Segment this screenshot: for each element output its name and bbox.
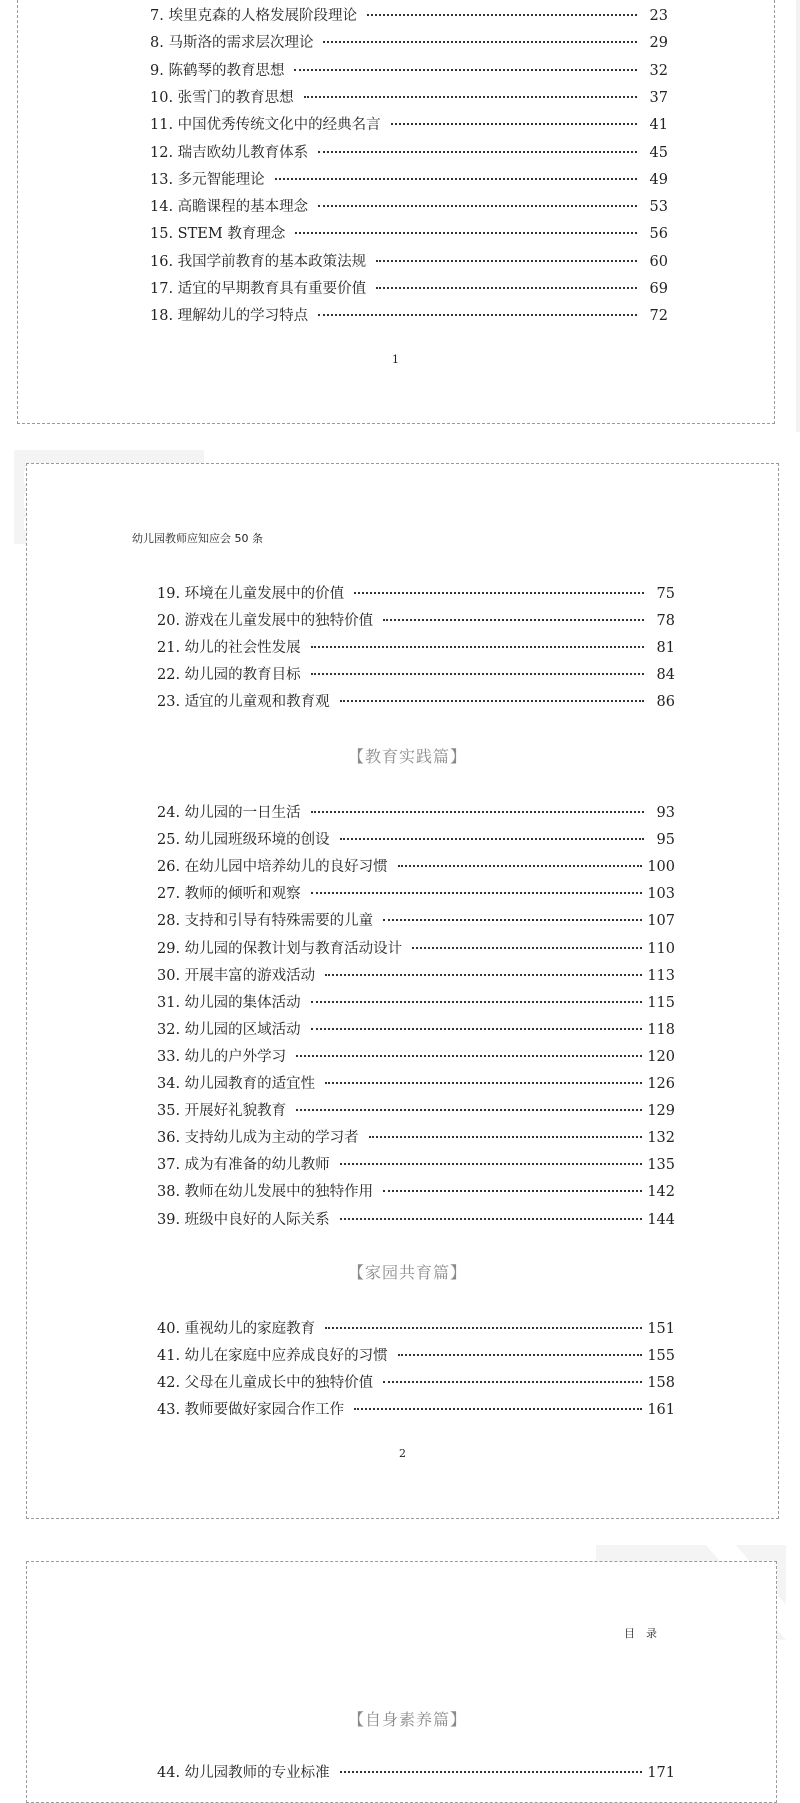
toc-entry-title: 32. 幼儿园的区域活动 <box>157 1021 301 1038</box>
toc-entry-page: 155 <box>647 1348 675 1365</box>
dot-leader <box>340 1218 643 1220</box>
toc-entry-page: 93 <box>656 805 675 821</box>
toc-entry-title: 30. 开展丰富的游戏活动 <box>157 967 316 984</box>
toc-entry-title: 8. 马斯洛的需求层次理论 <box>150 35 314 52</box>
toc-entry-title: 23. 适宜的儿童观和教育观 <box>157 694 330 711</box>
toc-entry-title: 33. 幼儿的户外学习 <box>157 1048 287 1065</box>
toc-entry[interactable] <box>157 636 675 657</box>
toc-entry[interactable] <box>157 582 675 603</box>
dot-leader <box>340 838 644 840</box>
toc-entry[interactable] <box>157 609 675 630</box>
dot-leader <box>294 69 637 71</box>
toc-entry-title: 31. 幼儿园的集体活动 <box>157 994 301 1011</box>
dot-leader <box>311 1001 643 1003</box>
dot-leader <box>311 673 644 675</box>
toc-entry-title: 29. 幼儿园的保教计划与教育活动设计 <box>157 940 403 957</box>
toc-entry-title: 10. 张雪门的教育思想 <box>150 89 294 106</box>
toc-entry-page: 60 <box>649 253 668 270</box>
dot-leader <box>296 1109 642 1111</box>
toc-entry[interactable] <box>157 1344 675 1365</box>
toc-entry-title: 41. 幼儿在家庭中应养成良好的习惯 <box>157 1348 388 1365</box>
toc-entry-page: 32 <box>649 62 668 79</box>
toc-entry-title: 37. 成为有准备的幼儿教师 <box>157 1157 330 1174</box>
toc-entry-page: 56 <box>649 226 668 243</box>
toc-entry[interactable] <box>157 1371 675 1392</box>
toc-entry[interactable] <box>150 304 668 325</box>
adjacent-page-edge <box>796 0 800 432</box>
toc-entry-page: 49 <box>649 171 668 188</box>
dot-leader <box>311 646 644 648</box>
toc-entry[interactable] <box>157 991 675 1012</box>
toc-entry-title: 21. 幼儿的社会性发展 <box>157 640 301 657</box>
toc-entry[interactable] <box>150 4 668 25</box>
toc-entry-title: 17. 适宜的早期教育具有重要价值 <box>150 281 367 297</box>
toc-entry-page: 118 <box>647 1021 675 1038</box>
dot-leader <box>391 123 637 125</box>
dot-leader <box>340 1163 643 1165</box>
section-heading-practice: 【教育实践篇】 <box>348 747 468 766</box>
toc-entry[interactable] <box>150 222 668 243</box>
toc-entry[interactable] <box>150 59 668 80</box>
toc-entry-title: 19. 环境在儿童发展中的价值 <box>157 586 345 602</box>
dot-leader <box>376 260 637 262</box>
toc-entry-title: 39. 班级中良好的人际关系 <box>157 1211 330 1228</box>
toc-entry-title: 22. 幼儿园的教育目标 <box>157 667 301 684</box>
toc-entry-page: 171 <box>647 1765 675 1781</box>
toc-entry[interactable] <box>157 1398 675 1419</box>
dot-leader <box>323 41 637 43</box>
dot-leader <box>296 1055 642 1057</box>
toc-entry-title: 16. 我国学前教育的基本政策法规 <box>150 253 367 270</box>
toc-entry-page: 72 <box>649 308 668 325</box>
toc-entry[interactable] <box>157 663 675 684</box>
dot-leader <box>318 314 637 316</box>
toc-entry[interactable] <box>157 882 675 903</box>
toc-entry-page: 53 <box>649 199 668 216</box>
toc-entry-title: 24. 幼儿园的一日生活 <box>157 805 301 821</box>
toc-entry-title: 18. 理解幼儿的学习特点 <box>150 308 309 325</box>
toc-entry-page: 45 <box>649 144 668 161</box>
toc-entry[interactable] <box>157 1045 675 1066</box>
toc-entry-page: 95 <box>656 832 675 849</box>
toc-entry-page: 100 <box>647 859 675 876</box>
toc-entry[interactable] <box>157 1153 675 1174</box>
toc-entry-page: 69 <box>649 281 668 297</box>
dot-leader <box>340 700 644 702</box>
toc-entry-page: 132 <box>647 1130 675 1147</box>
toc-entry[interactable] <box>157 909 675 930</box>
dot-leader <box>354 592 644 594</box>
toc-entry-title: 36. 支持幼儿成为主动的学习者 <box>157 1130 359 1147</box>
dot-leader <box>318 151 637 153</box>
toc-entry-page: 113 <box>647 967 675 984</box>
toc-entry-title: 20. 游戏在儿童发展中的独特价值 <box>157 613 374 630</box>
dot-leader <box>304 96 637 98</box>
section-heading-home: 【家园共育篇】 <box>348 1263 468 1282</box>
toc-entry-title: 35. 开展好礼貌教育 <box>157 1103 287 1120</box>
toc-entry-title: 9. 陈鹤琴的教育思想 <box>150 62 285 79</box>
toc-entry-page: 41 <box>649 117 668 134</box>
toc-entry-title: 13. 多元智能理论 <box>150 171 265 188</box>
toc-entry-page: 107 <box>647 913 675 930</box>
toc-entry-title: 15. STEM 教育理念 <box>150 226 286 243</box>
toc-entry-page: 135 <box>647 1157 675 1174</box>
toc-entry-title: 38. 教师在幼儿发展中的独特作用 <box>157 1184 374 1201</box>
section-heading-self: 【自身素养篇】 <box>348 1710 468 1729</box>
toc-entry-page: 84 <box>656 667 675 684</box>
toc-entry-title: 14. 高瞻课程的基本理念 <box>150 199 309 216</box>
dot-leader <box>376 287 637 289</box>
toc-entry[interactable] <box>157 828 675 849</box>
running-head-book-title: 幼儿园教师应知应会 50 条 <box>132 532 263 545</box>
dot-leader <box>354 1408 642 1410</box>
toc-entry-page: 115 <box>647 994 675 1011</box>
toc-entry[interactable] <box>150 31 668 52</box>
toc-entry[interactable] <box>150 168 668 189</box>
dot-leader <box>275 178 637 180</box>
toc-entry[interactable] <box>157 964 675 985</box>
dot-leader <box>318 205 637 207</box>
toc-entry[interactable] <box>150 113 668 134</box>
toc-entry-title: 28. 支持和引导有特殊需要的儿童 <box>157 913 374 930</box>
toc-entry[interactable] <box>150 277 668 298</box>
toc-entry-page: 23 <box>649 8 668 24</box>
toc-entry[interactable] <box>150 141 668 162</box>
toc-entry-title: 43. 教师要做好家园合作工作 <box>157 1402 345 1419</box>
toc-entry-page: 110 <box>647 940 675 957</box>
dot-leader <box>367 14 637 16</box>
toc-entry[interactable] <box>150 86 668 107</box>
dot-leader <box>325 1327 642 1329</box>
toc-entry-title: 26. 在幼儿园中培养幼儿的良好习惯 <box>157 859 388 876</box>
toc-entry[interactable] <box>157 1099 675 1120</box>
page-number-2: 2 <box>399 1447 406 1460</box>
toc-entry-page: 86 <box>656 694 675 711</box>
dot-leader <box>369 1136 643 1138</box>
dot-leader <box>311 1028 643 1030</box>
toc-entry-title: 44. 幼儿园教师的专业标准 <box>157 1765 330 1781</box>
dot-leader <box>412 947 642 949</box>
toc-entry-page: 151 <box>647 1321 675 1337</box>
toc-entry[interactable] <box>157 1072 675 1093</box>
toc-entry[interactable] <box>157 1018 675 1039</box>
toc-entry[interactable] <box>157 855 675 876</box>
toc-entry-title: 25. 幼儿园班级环境的创设 <box>157 832 330 849</box>
toc-entry[interactable] <box>157 801 675 822</box>
toc-entry-page: 120 <box>647 1048 675 1065</box>
toc-entry-page: 129 <box>647 1103 675 1120</box>
toc-entry[interactable] <box>157 1126 675 1147</box>
toc-entry-page: 37 <box>649 89 668 106</box>
toc-entry-page: 126 <box>647 1076 675 1092</box>
toc-entry-page: 81 <box>656 640 675 657</box>
dot-leader <box>398 865 643 867</box>
toc-entry-title: 40. 重视幼儿的家庭教育 <box>157 1321 316 1337</box>
toc-entry-page: 103 <box>647 886 675 903</box>
toc-entry-title: 12. 瑞吉欧幼儿教育体系 <box>150 144 309 161</box>
toc-entry-title: 11. 中国优秀传统文化中的经典名言 <box>150 117 381 134</box>
dot-leader <box>398 1354 643 1356</box>
toc-entry[interactable] <box>157 1208 675 1229</box>
dot-leader <box>383 1190 642 1192</box>
dot-leader <box>383 1381 642 1383</box>
running-head-contents: 目 录 <box>624 1627 657 1640</box>
toc-entry-page: 78 <box>656 613 675 630</box>
toc-entry-title: 34. 幼儿园教育的适宜性 <box>157 1076 316 1092</box>
toc-entry[interactable] <box>157 690 675 711</box>
dot-leader <box>311 811 644 813</box>
toc-entry-page: 144 <box>647 1211 675 1228</box>
toc-entry[interactable] <box>150 195 668 216</box>
toc-entry-page: 29 <box>649 35 668 52</box>
toc-entry-title: 27. 教师的倾听和观察 <box>157 886 301 903</box>
toc-entry[interactable] <box>157 937 675 958</box>
dot-leader <box>383 919 642 921</box>
dot-leader <box>295 232 637 234</box>
dot-leader <box>325 1082 642 1084</box>
toc-entry[interactable] <box>157 1317 675 1338</box>
toc-entry[interactable] <box>150 250 668 271</box>
toc-entry-page: 161 <box>647 1402 675 1419</box>
dot-leader <box>325 974 642 976</box>
dot-leader <box>311 892 643 894</box>
dot-leader <box>383 619 644 621</box>
toc-entry-title: 42. 父母在儿童成长中的独特价值 <box>157 1375 374 1392</box>
page-number-1: 1 <box>392 353 399 366</box>
toc-entry-page: 75 <box>656 586 675 602</box>
toc-entry-page: 142 <box>647 1184 675 1201</box>
toc-entry-title: 7. 埃里克森的人格发展阶段理论 <box>150 8 357 24</box>
toc-entry[interactable] <box>157 1180 675 1201</box>
toc-entry[interactable] <box>157 1761 675 1782</box>
toc-entry-page: 158 <box>647 1375 675 1392</box>
